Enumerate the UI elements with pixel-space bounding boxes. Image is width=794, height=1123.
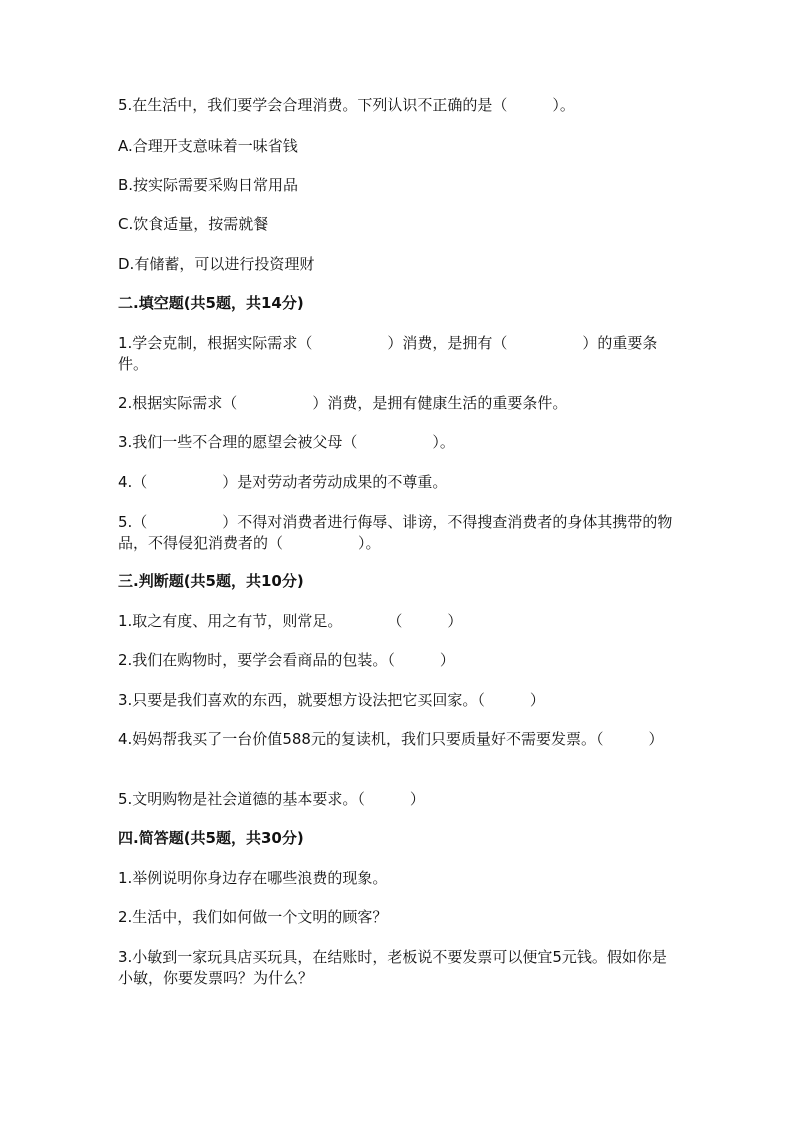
choice-option-b: B.按实际需要采购日常用品 bbox=[118, 176, 299, 194]
judge-question-3: 3.只要是我们喜欢的东西，就要想方设法把它买回家。（ ） bbox=[118, 691, 545, 709]
judge-question-5: 5.文明购物是社会道德的基本要求。（ ） bbox=[118, 790, 425, 808]
judge-question-1: 1.取之有度、用之有节，则常足。 （ ） bbox=[118, 612, 463, 630]
choice-option-c: C.饮食适量，按需就餐 bbox=[118, 215, 269, 233]
choice-option-a: A.合理开支意味着一味省钱 bbox=[118, 137, 298, 155]
short-question-2: 2.生活中，我们如何做一个文明的顾客？ bbox=[118, 908, 388, 926]
fill-question-5: 5.（ ）不得对消费者进行侮辱、诽谤，不得搜查消费者的身体其携带的物品，不得侵犯消费者的（ ）。 bbox=[118, 513, 673, 552]
choice-option-d: D.有储蓄，可以进行投资理财 bbox=[118, 255, 315, 273]
judge-question-4: 4.妈妈帮我买了一台价值588元的复读机，我们只要质量好不需要发票。（ ） bbox=[118, 730, 664, 748]
fill-question-2: 2.根据实际需求（ ）消费，是拥有健康生活的重要条件。 bbox=[118, 394, 568, 412]
judge-section-heading: 三.判断题(共5题，共10分) bbox=[118, 572, 304, 590]
fill-question-3: 3.我们一些不合理的愿望会被父母（ ）。 bbox=[118, 433, 455, 451]
judge-question-2: 2.我们在购物时，要学会看商品的包装。（ ） bbox=[118, 651, 455, 669]
short-question-3: 3.小敏到一家玩具店买玩具，在结账时，老板说不要发票可以便宜5元钱。假如你是小敏，你要发票吗？为什么？ bbox=[118, 948, 667, 987]
fill-question-1: 1.学会克制，根据实际需求（ ）消费，是拥有（ ）的重要条件。 bbox=[118, 334, 658, 373]
fill-section-heading: 二.填空题(共5题，共14分) bbox=[118, 294, 304, 312]
fill-question-4: 4.（ ）是对劳动者劳动成果的不尊重。 bbox=[118, 473, 448, 491]
short-section-heading: 四.简答题(共5题，共30分) bbox=[118, 829, 304, 847]
short-question-1: 1.举例说明你身边存在哪些浪费的现象。 bbox=[118, 869, 388, 887]
choice-question-5: 5.在生活中，我们要学会合理消费。下列认识不正确的是（ ）。 bbox=[118, 96, 575, 114]
